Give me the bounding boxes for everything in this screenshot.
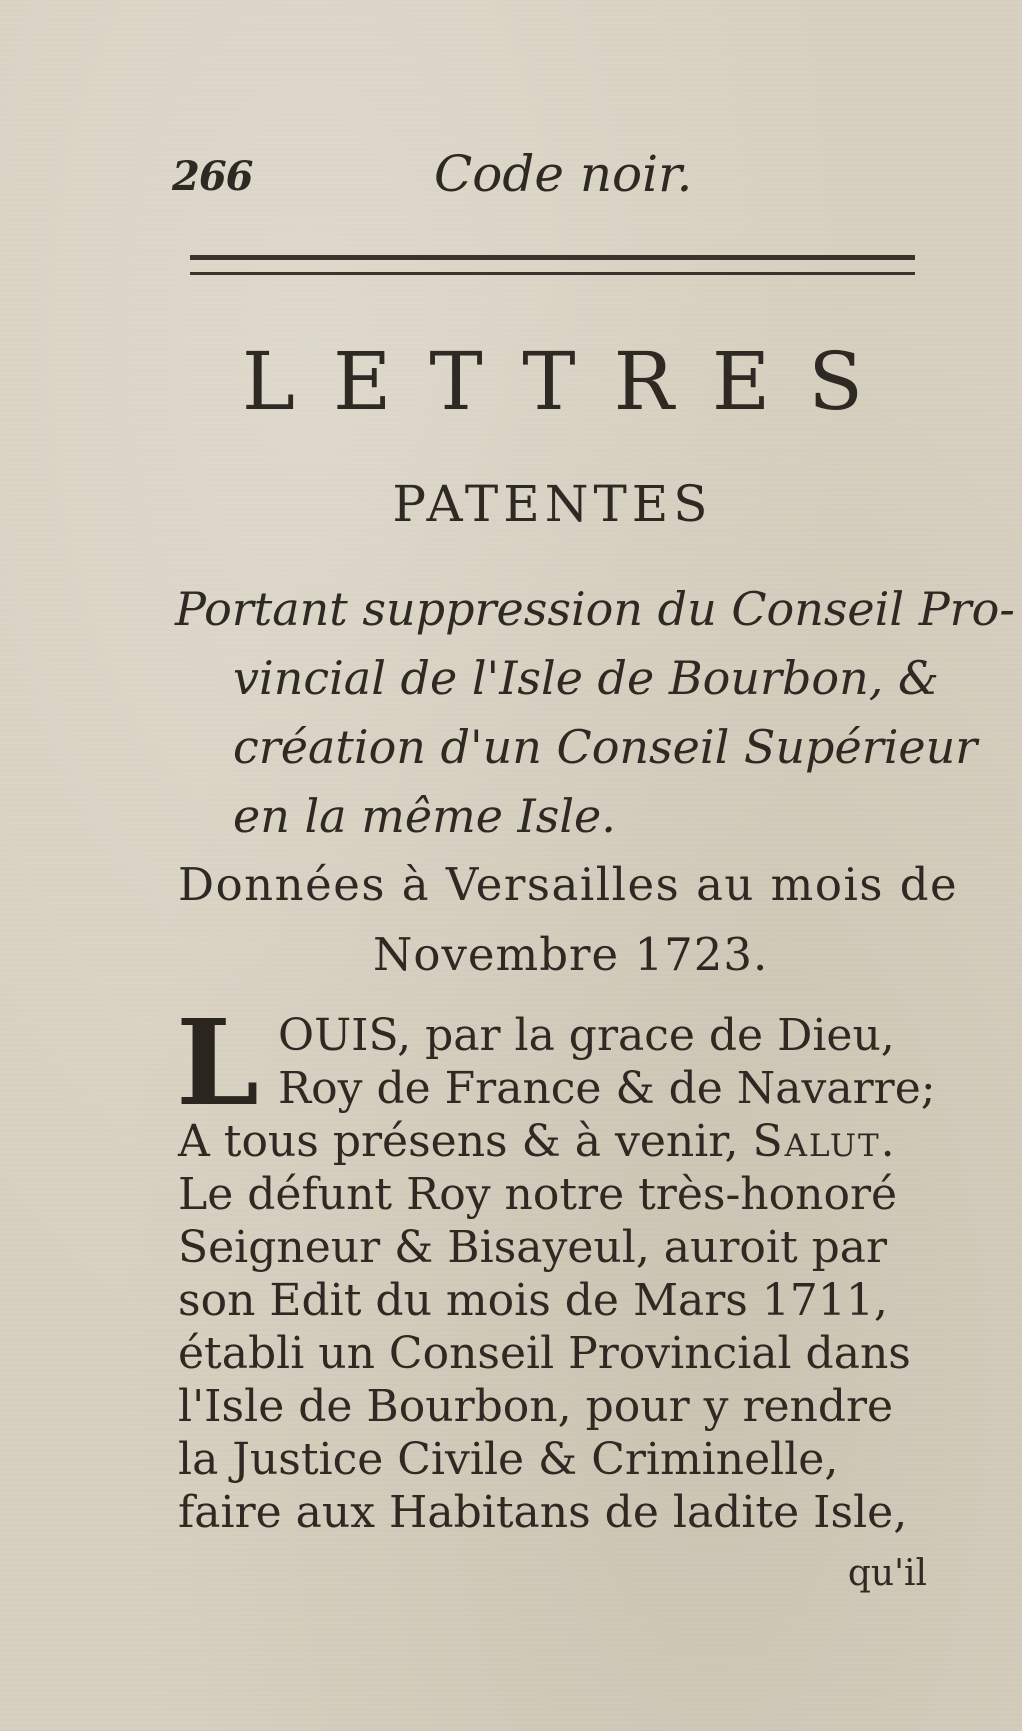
date-statement [178, 850, 959, 990]
header-rule-thin [190, 272, 915, 275]
date-line: Novembre 1723. [373, 927, 769, 981]
body-line: établi un Conseil Provincial dans [178, 1328, 911, 1379]
catchword: qu'il [847, 1553, 927, 1594]
salut-word: Salut. [752, 1116, 897, 1167]
body-line: OUIS, par la grace de Dieu, [278, 1010, 895, 1061]
body-line: Le défunt Roy notre très-honoré [178, 1169, 898, 1220]
purpose-line: en la même Isle. [233, 789, 616, 843]
header-rule [190, 255, 915, 260]
purpose-line: Portant suppression du Conseil Pro- [175, 582, 1015, 636]
body-line: l'Isle de Bourbon, pour y rendre [178, 1381, 894, 1432]
document-subtitle: PATENTES [392, 475, 713, 533]
drop-cap: L [176, 993, 259, 1132]
purpose-line: création d'un Conseil Supérieur [233, 720, 978, 774]
body-line-text: A tous présens & à venir, [178, 1116, 753, 1167]
page-header [172, 145, 912, 205]
body-line: Seigneur & Bisayeul, auroit par [178, 1222, 888, 1273]
document-title: LETTRES [241, 335, 902, 428]
page-number: 266 [172, 153, 253, 200]
body-line [178, 1116, 923, 1169]
body-line: la Justice Civile & Criminelle, [178, 1434, 839, 1485]
purpose-statement [175, 575, 1015, 851]
body-line: son Edit du mois de Mars 1711, [178, 1275, 888, 1326]
running-title: Code noir. [434, 145, 693, 203]
body-text [176, 993, 936, 1540]
body-line: faire aux Habitans de ladite Isle, [178, 1487, 908, 1538]
purpose-line: vincial de l'Isle de Bourbon, & [233, 651, 939, 705]
date-line: Données à Versailles au mois de [178, 858, 959, 911]
body-line: Roy de France & de Navarre; [278, 1063, 936, 1114]
